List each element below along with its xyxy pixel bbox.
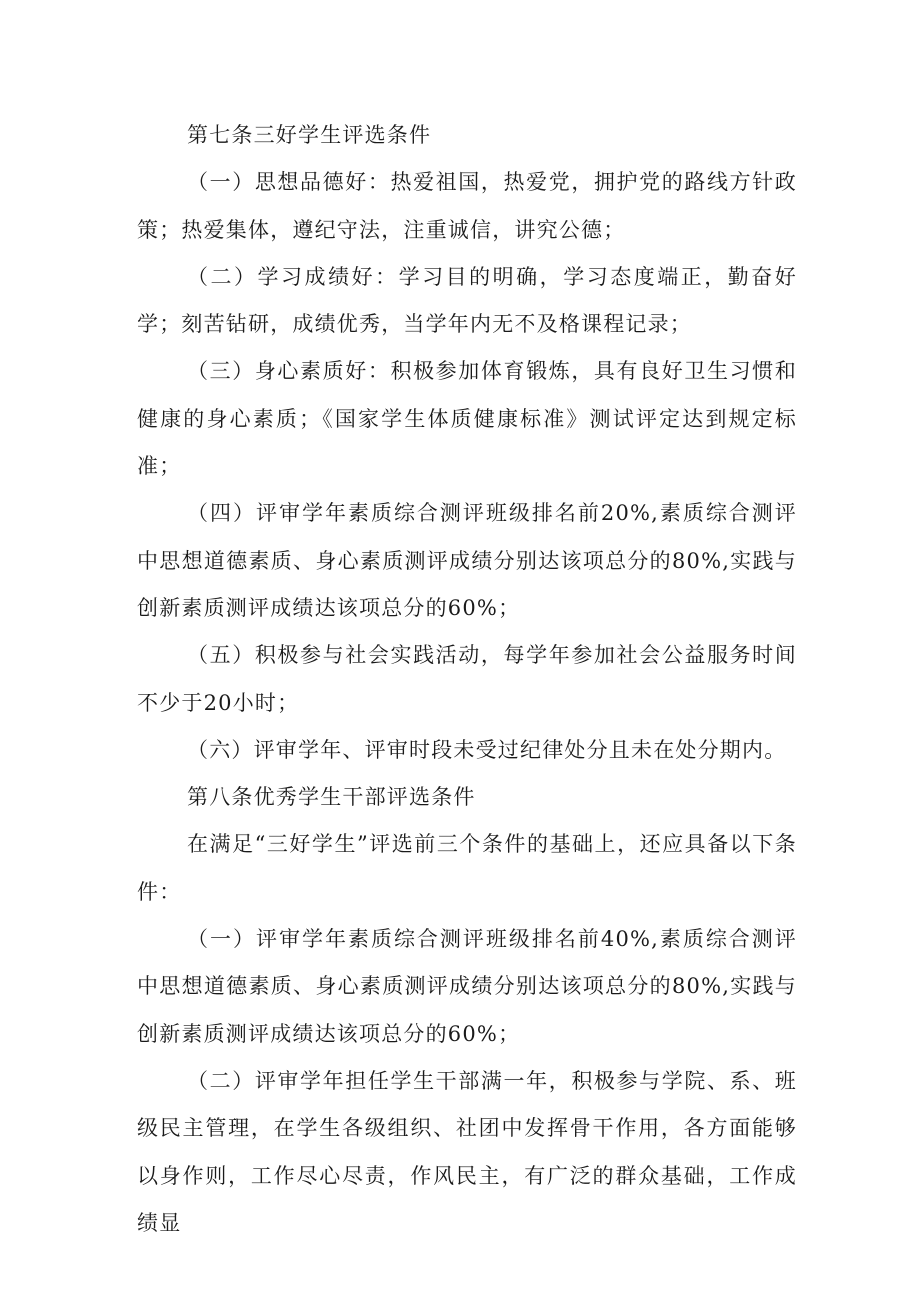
- article-7-item-1: （一）思想品德好：热爱祖国，热爱党，拥护党的路线方针政策；热爱集体，遵纪守法，注重诚信，讲究公德；: [137, 170, 797, 242]
- article-7-item-2: （二）学习成绩好：学习目的明确，学习态度端正，勤奋好学；刻苦钻研，成绩优秀，当学年内无不及格课程记录；: [137, 264, 797, 337]
- article-8-intro: 在满足“三好学生”评选前三个条件的基础上，还应具备以下条件：: [137, 832, 797, 904]
- article-8-item-1: （一）评审学年素质综合测评班级排名前40%,素质综合测评中思想道德素质、身心素质测评成绩分别达该项总分的80%,实践与创新素质测评成绩达该项总分的60%；: [137, 927, 797, 1046]
- article-7-item-6: （六）评审学年、评审时段未受过纪律处分且未在处分期内。: [187, 737, 787, 762]
- article-7-heading: 第七条三好学生评选条件: [187, 123, 432, 147]
- article-8-heading: 第八条优秀学生干部评选条件: [187, 785, 476, 810]
- article-7-item-5: （五）积极参与社会实践活动，每学年参加社会公益服务时间不少于20小时；: [137, 643, 797, 715]
- document-body: [137, 112, 797, 1247]
- article-7-item-4: （四）评审学年素质综合测评班级排名前20%,素质综合测评中思想道德素质、身心素质测评成绩分别达该项总分的80%,实践与创新素质测评成绩达该项总分的60%；: [137, 501, 797, 620]
- article-7-item-3: （三）身心素质好：积极参加体育锻炼，具有良好卫生习惯和健康的身心素质；《国家学生体质健康标准》测试评定达到规定标准；: [137, 359, 797, 479]
- article-8-item-2: （二）评审学年担任学生干部满一年，积极参与学院、系、班级民主管理，在学生各级组织、社团中发挥骨干作用，各方面能够以身作则，工作尽心尽责，作风民主，有广泛的群众基础，工作成绩显: [137, 1068, 797, 1235]
